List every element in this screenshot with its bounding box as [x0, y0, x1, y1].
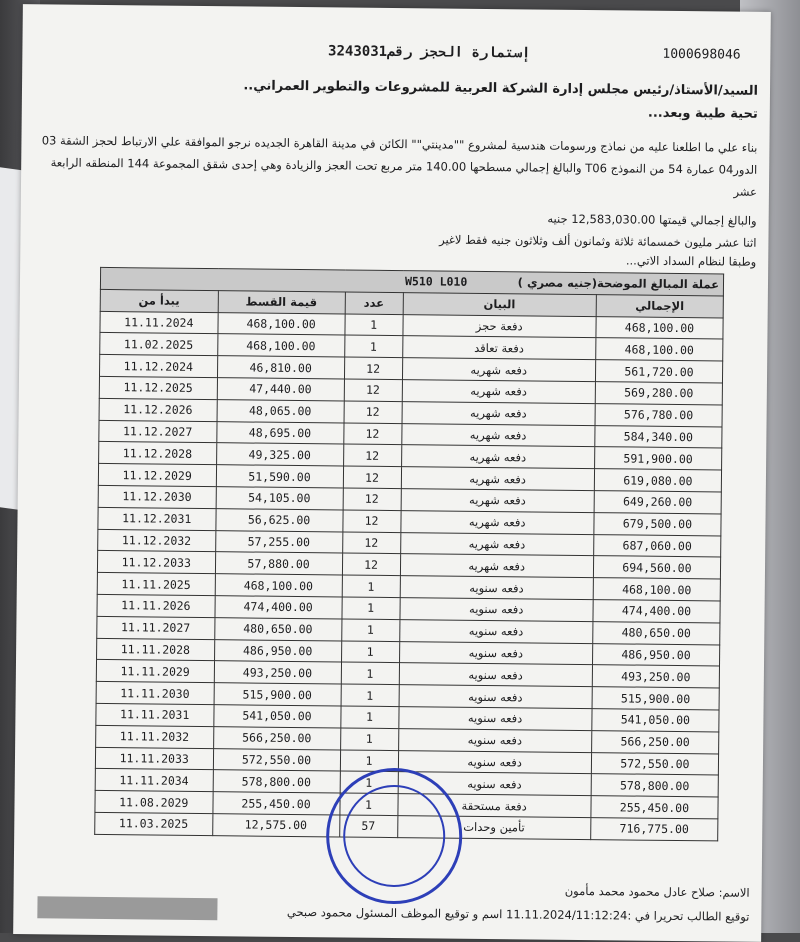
row-description: دفعه سنويه	[399, 619, 593, 643]
row-count: 1	[340, 706, 398, 728]
row-installment: 12,575.00	[212, 814, 339, 837]
row-installment: 46,810.00	[217, 356, 344, 379]
row-installment: 48,065.00	[217, 399, 344, 422]
row-description: دفعه شهريه	[401, 489, 595, 513]
document-number: 1000698046	[662, 46, 741, 63]
payment-schedule-table	[94, 267, 724, 841]
row-start-date: 11.12.2029	[98, 464, 216, 487]
header-installment: قيمة القسط	[218, 290, 345, 313]
row-description: دفعه شهريه	[400, 554, 594, 578]
row-description: دفعه سنويه	[399, 598, 593, 622]
row-installment: 572,550.00	[213, 748, 340, 771]
row-count: 12	[343, 466, 401, 488]
header-start: يبدأ من	[100, 289, 218, 312]
row-start-date: 11.11.2034	[95, 769, 213, 792]
currency-label: عملة المبالغ الموضحة(جنيه مصري )	[517, 275, 720, 292]
header-description: البيان	[403, 292, 597, 316]
row-installment: 47,440.00	[217, 378, 344, 401]
row-description: دفعة تعاقد	[402, 336, 596, 360]
unit-codes: W510 L010	[404, 274, 468, 290]
row-count: 1	[340, 728, 398, 750]
row-description: دفعه شهريه	[402, 401, 596, 425]
row-start-date: 11.12.2026	[99, 398, 217, 421]
row-start-date: 11.11.2027	[97, 616, 215, 639]
row-count: 1	[342, 575, 400, 597]
total-in-words: اثنا عشر مليون خمسمائة ثلاثة وثمانون ألف وثلاثون جنيه فقط لاغير	[439, 232, 757, 250]
row-total: 649,260.00	[594, 491, 721, 514]
reservation-form-sheet	[13, 4, 771, 942]
row-installment: 56,625.00	[215, 508, 342, 531]
row-start-date: 11.11.2032	[96, 725, 214, 748]
row-total: 694,560.00	[593, 556, 720, 579]
row-total: 541,050.00	[592, 709, 719, 732]
row-start-date: 11.12.2028	[99, 442, 217, 465]
row-description: دفعه سنويه	[398, 707, 592, 731]
row-count: 12	[344, 357, 402, 379]
row-start-date: 11.11.2033	[95, 747, 213, 770]
row-start-date: 11.12.2024	[99, 355, 217, 378]
row-count: 12	[342, 553, 400, 575]
row-count: 12	[342, 532, 400, 554]
row-count: 12	[343, 444, 401, 466]
row-description: دفعه شهريه	[400, 510, 594, 534]
form-header	[22, 40, 770, 70]
row-description: دفعه شهريه	[401, 467, 595, 491]
signature-line: توقيع الطالب تحريرا في :11.11.2024/11:12:24 اسم و توقيع الموظف المسئول محمود صبحي	[286, 904, 750, 924]
row-start-date: 11.11.2025	[97, 573, 215, 596]
row-start-date: 11.12.2025	[99, 376, 217, 399]
row-count: 12	[343, 488, 401, 510]
row-description: دفعه سنويه	[398, 772, 592, 796]
row-count: 1	[341, 641, 399, 663]
row-description: دفعه سنويه	[399, 685, 593, 709]
row-installment: 51,590.00	[216, 465, 343, 488]
row-count: 1	[341, 662, 399, 684]
row-count: 1	[344, 335, 402, 357]
greeting-line: تحية طيبة وبعد...	[647, 105, 758, 122]
row-total: 255,450.00	[591, 796, 718, 819]
row-description: دفعه شهريه	[400, 532, 594, 556]
row-description: دفعه سنويه	[399, 641, 593, 665]
row-total: 468,100.00	[596, 338, 723, 361]
row-total: 515,900.00	[592, 687, 719, 710]
row-start-date: 11.12.2027	[99, 420, 217, 443]
row-total: 572,550.00	[591, 752, 718, 775]
row-total: 679,500.00	[594, 512, 721, 535]
row-installment: 493,250.00	[214, 661, 341, 684]
row-description: دفعه شهريه	[401, 423, 595, 447]
row-start-date: 11.02.2025	[100, 333, 218, 356]
signature-block	[37, 896, 217, 920]
row-count: 1	[340, 793, 398, 815]
row-total: 619,080.00	[594, 469, 721, 492]
row-count: 1	[340, 750, 398, 772]
row-count: 1	[341, 619, 399, 641]
company-stamp	[325, 767, 462, 904]
header-total: الإجمالي	[596, 294, 723, 317]
stamp-inner-ring	[343, 785, 446, 888]
row-total: 480,650.00	[593, 621, 720, 644]
row-installment: 515,900.00	[214, 683, 341, 706]
row-installment: 541,050.00	[213, 705, 340, 728]
row-total: 578,800.00	[591, 774, 718, 797]
row-total: 584,340.00	[595, 425, 722, 448]
row-count: 57	[339, 815, 397, 837]
row-total: 569,280.00	[595, 382, 722, 405]
row-start-date: 11.11.2026	[97, 594, 215, 617]
row-total: 561,720.00	[595, 360, 722, 383]
header-count: عدد	[345, 292, 403, 314]
row-installment: 49,325.00	[216, 443, 343, 466]
total-value-line: والبالغ إجمالي قيمتها 12,583,030.00 جنيه	[547, 211, 757, 228]
row-description: دفعه شهريه	[402, 358, 596, 382]
row-start-date: 11.12.2032	[98, 529, 216, 552]
row-installment: 468,100.00	[217, 312, 344, 335]
row-start-date: 11.11.2028	[97, 638, 215, 661]
row-installment: 468,100.00	[217, 334, 344, 357]
row-total: 468,100.00	[593, 578, 720, 601]
row-count: 12	[342, 510, 400, 532]
addressee-line: السيد/الأستاذ/رئيس مجلس إدارة الشركة العربية للمشروعات والتطوير العمراني..	[243, 78, 759, 99]
row-count: 12	[344, 401, 402, 423]
row-installment: 480,650.00	[214, 617, 341, 640]
row-count: 12	[344, 379, 402, 401]
row-total: 474,400.00	[593, 600, 720, 623]
row-count: 1	[342, 597, 400, 619]
row-total: 468,100.00	[596, 316, 723, 339]
row-description: دفعه سنويه	[400, 576, 594, 600]
row-installment: 468,100.00	[215, 574, 342, 597]
row-installment: 54,105.00	[216, 487, 343, 510]
row-start-date: 11.11.2029	[96, 660, 214, 683]
row-start-date: 11.11.2030	[96, 682, 214, 705]
row-count: 1	[340, 771, 398, 793]
row-installment: 255,450.00	[212, 792, 339, 815]
row-description: دفعه شهريه	[402, 380, 596, 404]
row-start-date: 11.08.2029	[95, 791, 213, 814]
row-installment: 578,800.00	[213, 770, 340, 793]
row-description: دفعه سنويه	[399, 663, 593, 687]
row-installment: 486,950.00	[214, 639, 341, 662]
row-start-date: 11.12.2030	[98, 485, 216, 508]
row-start-date: 11.11.2031	[96, 703, 214, 726]
row-installment: 57,880.00	[215, 552, 342, 575]
payment-plan-intro: وطبقا لنظام السداد الاتي...	[625, 253, 757, 269]
row-count: 12	[343, 423, 401, 445]
row-description: دفعه سنويه	[398, 750, 592, 774]
row-total: 687,060.00	[594, 534, 721, 557]
row-installment: 566,250.00	[213, 726, 340, 749]
row-total: 486,950.00	[592, 643, 719, 666]
row-description: دفعة مستحقة	[397, 794, 591, 818]
row-count: 1	[345, 314, 403, 336]
row-total: 576,780.00	[595, 403, 722, 426]
row-description: دفعه سنويه	[398, 728, 592, 752]
row-start-date: 11.12.2031	[98, 507, 216, 530]
form-title: إستمارة الحجز رقم3243031	[328, 43, 531, 62]
row-description: دفعة حجز	[402, 314, 596, 338]
row-total: 716,775.00	[591, 818, 718, 841]
row-start-date: 11.11.2024	[100, 311, 218, 334]
row-start-date: 11.03.2025	[95, 812, 213, 835]
row-total: 566,250.00	[591, 730, 718, 753]
row-total: 493,250.00	[592, 665, 719, 688]
row-description: دفعه شهريه	[401, 445, 595, 469]
row-installment: 48,695.00	[216, 421, 343, 444]
row-total: 591,900.00	[594, 447, 721, 470]
row-description: تأمين وحدات	[397, 815, 591, 839]
row-start-date: 11.12.2033	[97, 551, 215, 574]
row-installment: 474,400.00	[214, 596, 341, 619]
request-paragraph: بناء علي ما اطلعنا عليه من نماذج ورسومات هندسية لمشروع ""مدينتي"" الكائن في مدينة القاهرة الجديده نرجو الموافقة علي الارتباط لحجز الشقة 03 الدور04 عمارة 54 من النموذج T06 والبالغ إجمالي مسطحها 140.00 متر مربع تحت العجز والزيادة وهي إحدى شقق المجموعة 144 المنطقه الرابعة عشر	[41, 133, 758, 199]
row-installment: 57,255.00	[215, 530, 342, 553]
applicant-name-line: الاسم: صلاح عادل محمود محمد مأمون	[564, 883, 750, 900]
row-count: 1	[341, 684, 399, 706]
